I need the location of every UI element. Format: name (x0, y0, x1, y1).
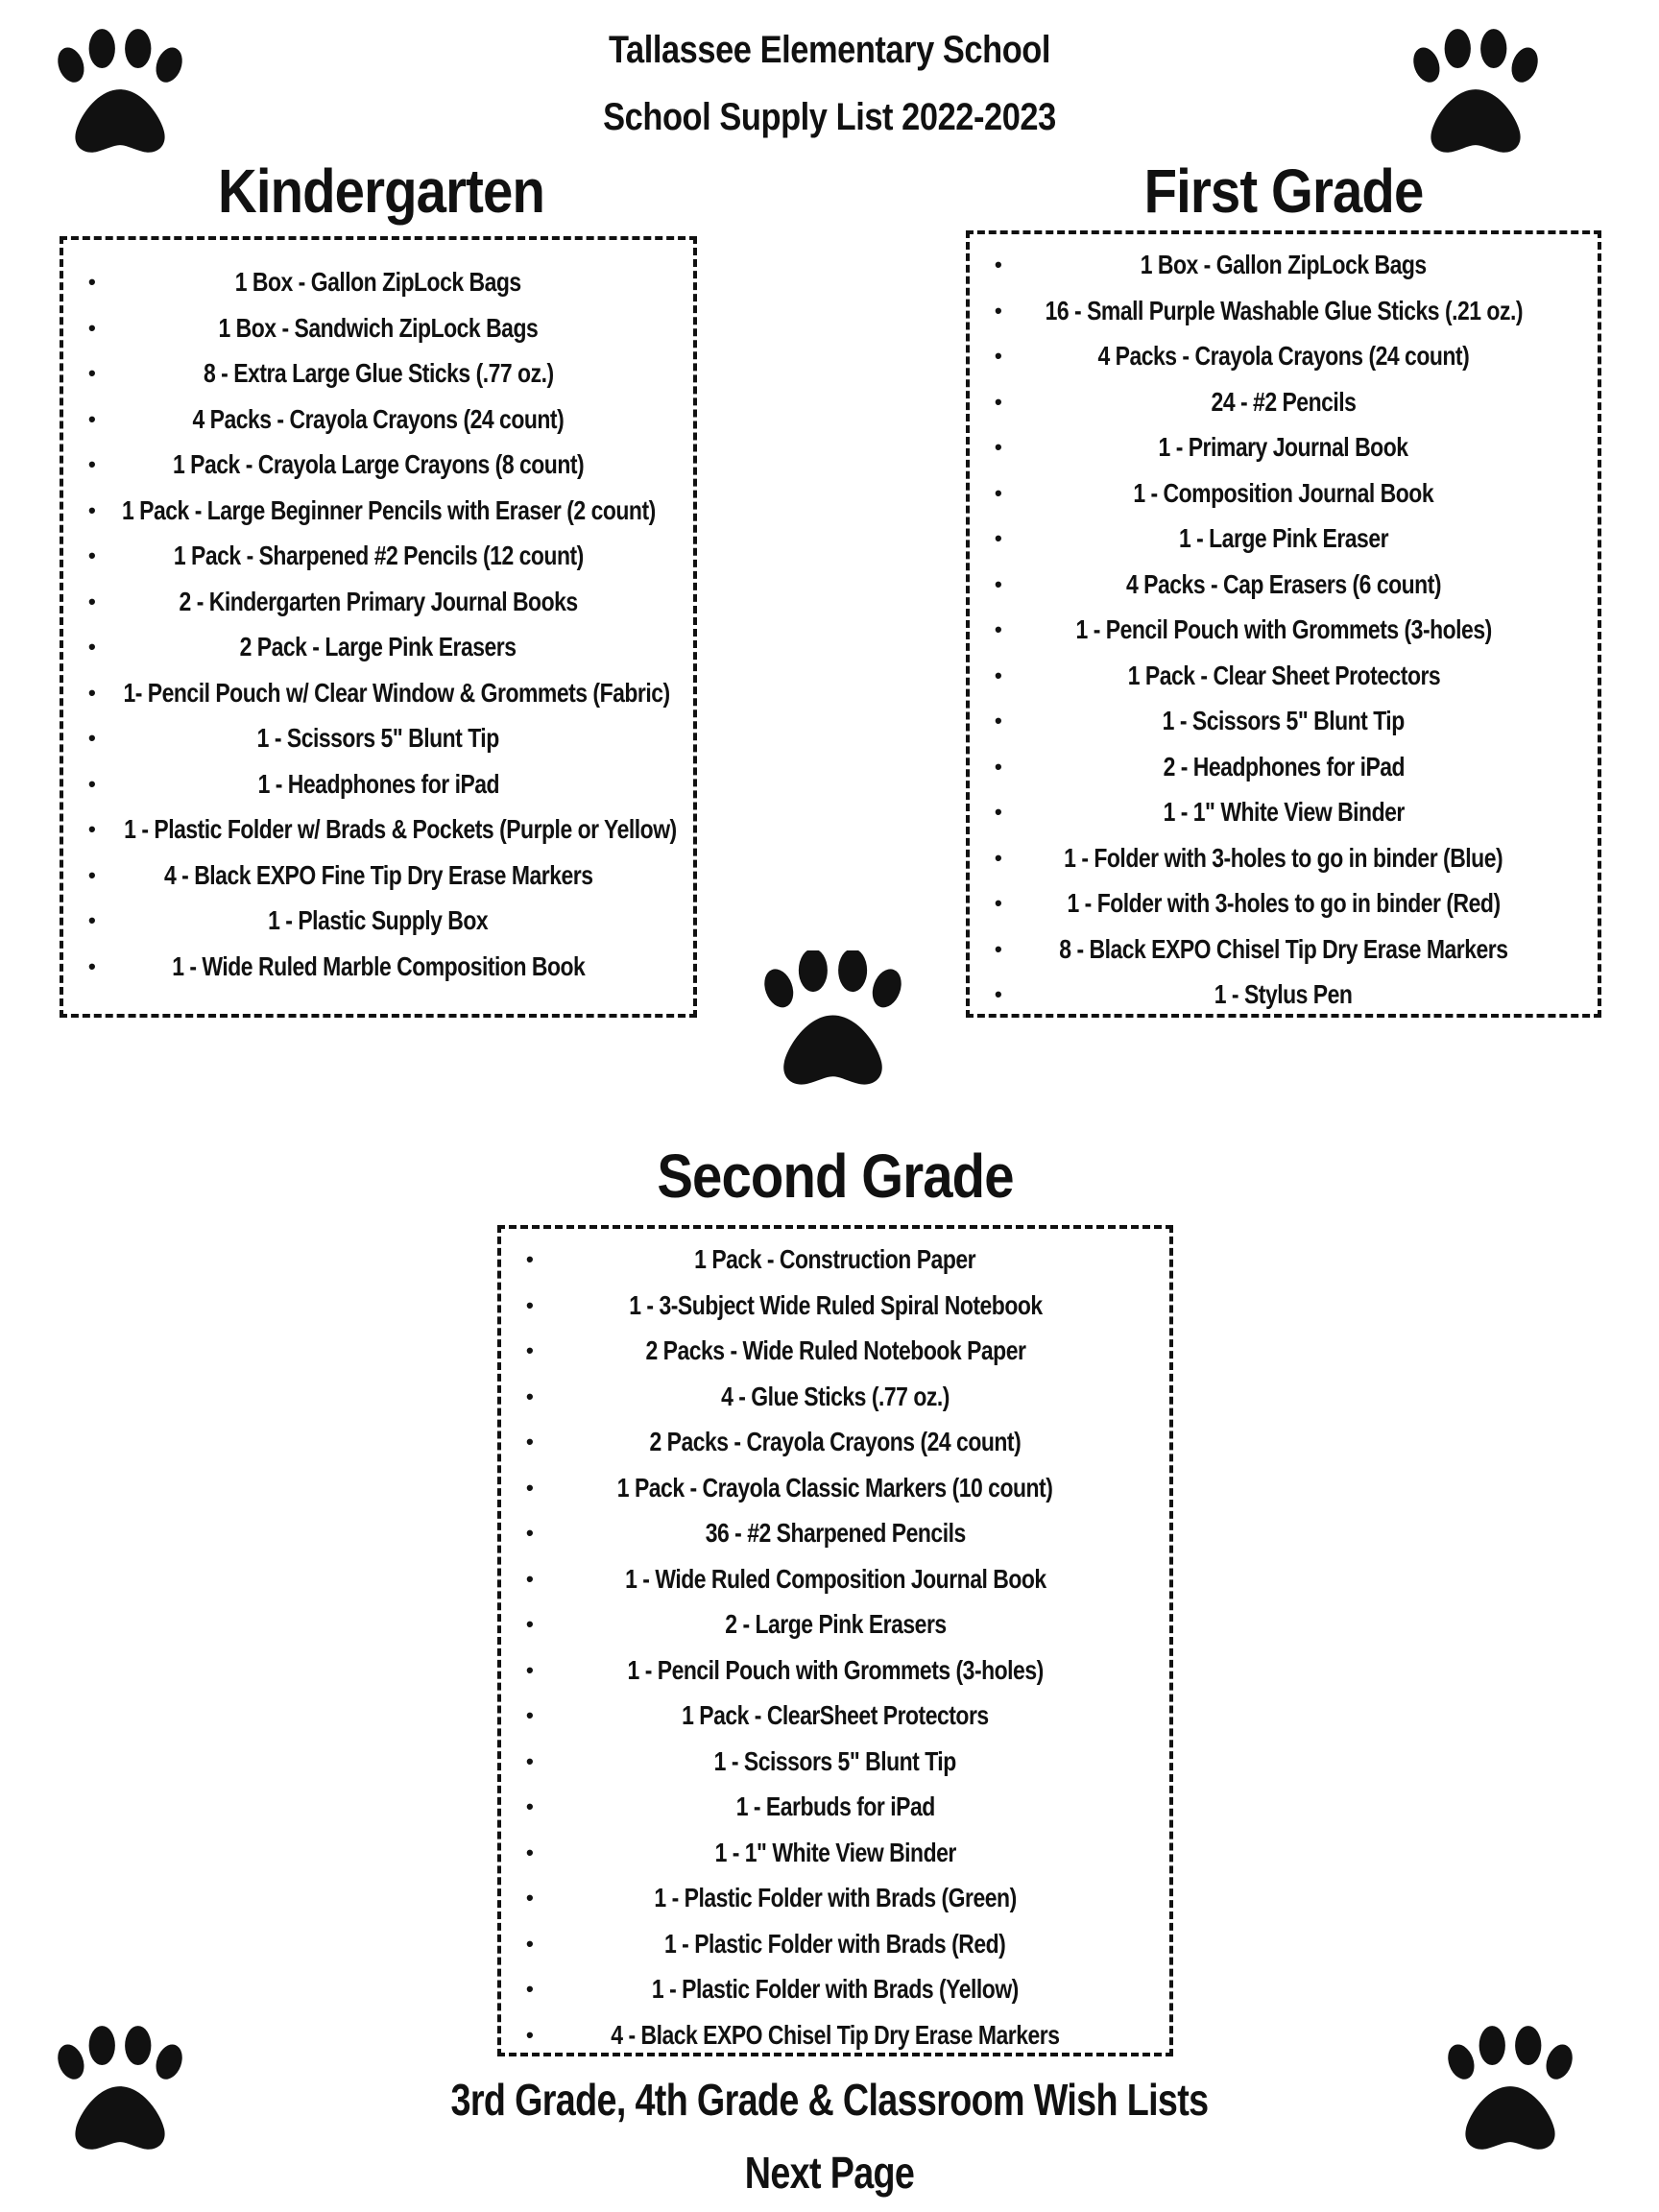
bullet-icon: • (88, 635, 96, 659)
bullet-icon: • (995, 435, 1002, 459)
list-item (970, 789, 1598, 835)
bullet-icon: • (995, 344, 1002, 368)
supply-item-text: 1 - Scissors 5" Blunt Tip (713, 1745, 957, 1776)
supply-item-text: 1 - Plastic Supply Box (268, 905, 489, 935)
bullet-icon: • (88, 680, 96, 705)
first-grade-list-box (966, 230, 1601, 1018)
list-item (501, 1374, 1169, 1420)
list-item (501, 1465, 1169, 1511)
supply-item-text: 1 - Plastic Folder w/ Brads & Pockets (Purple or Yellow) (124, 814, 677, 844)
supply-item-text: 1 - Folder with 3-holes to go in binder (Red) (1067, 888, 1501, 918)
kindergarten-title: Kindergarten (218, 156, 544, 226)
supply-item-text: 4 - Glue Sticks (.77 oz.) (721, 1381, 950, 1411)
bullet-icon: • (526, 1657, 534, 1682)
supply-item-text: 1 Box - Gallon ZipLock Bags (1140, 250, 1427, 279)
list-item (970, 242, 1598, 288)
second-grade-list (501, 1237, 1169, 2057)
list-item (501, 1647, 1169, 1694)
footer-next-page: Next Page (744, 2148, 915, 2198)
second-grade-list-box (497, 1225, 1173, 2056)
first-grade-title: First Grade (1143, 156, 1424, 226)
bullet-icon: • (88, 589, 96, 613)
supply-item-text: 2 - Kindergarten Primary Journal Books (179, 586, 578, 616)
supply-item-text: 1 - Plastic Folder with Brads (Red) (664, 1928, 1006, 1959)
supply-item-text: 8 - Extra Large Glue Sticks (.77 oz.) (203, 358, 554, 388)
supply-item-text: 4 - Black EXPO Fine Tip Dry Erase Markers (163, 859, 593, 890)
supply-item-text: 1 - Scissors 5" Blunt Tip (1162, 706, 1406, 735)
list-item (63, 806, 693, 853)
bullet-icon: • (88, 862, 96, 887)
supply-item-text: 1 - 1" White View Binder (1163, 797, 1405, 827)
supply-item-text: 1 - Pencil Pouch with Grommets (3-holes) (1075, 614, 1492, 644)
list-item (63, 259, 693, 305)
bullet-icon: • (526, 1521, 534, 1545)
bullet-icon: • (526, 1612, 534, 1636)
list-item (63, 853, 693, 899)
supply-item-text: 1 - Folder with 3-holes to go in binder (Blue) (1064, 842, 1503, 873)
list-item (970, 333, 1598, 379)
kindergarten-list-box (60, 236, 697, 1018)
supply-item-text: 24 - #2 Pencils (1211, 386, 1357, 417)
supply-item-text: 1 - Headphones for iPad (257, 768, 499, 799)
bullet-icon: • (88, 406, 96, 431)
bullet-icon: • (526, 1566, 534, 1591)
bullet-icon: • (995, 800, 1002, 824)
bullet-icon: • (995, 617, 1002, 641)
list-item (63, 761, 693, 807)
list-item (970, 424, 1598, 470)
supply-item-text: 1 Pack - ClearSheet Protectors (682, 1700, 989, 1730)
supply-item-text: 4 Packs - Crayola Crayons (24 count) (192, 403, 565, 434)
school-name: Tallassee Elementary School (608, 29, 1051, 71)
bullet-icon: • (526, 1977, 534, 2001)
list-item (970, 698, 1598, 744)
supply-item-text: 2 Packs - Crayola Crayons (24 count) (649, 1427, 1022, 1456)
list-item (970, 835, 1598, 881)
bullet-icon: • (526, 1886, 534, 1910)
list-item (63, 579, 693, 625)
bullet-icon: • (88, 315, 96, 340)
list-item (501, 1328, 1169, 1374)
list-item (63, 305, 693, 351)
bullet-icon: • (526, 2022, 534, 2047)
bullet-icon: • (88, 361, 96, 385)
list-item (970, 926, 1598, 973)
supply-item-text: 1 Box - Sandwich ZipLock Bags (218, 312, 539, 343)
list-item (970, 653, 1598, 699)
bullet-icon: • (88, 543, 96, 567)
supply-item-text: 1 - Pencil Pouch with Grommets (3-holes) (627, 1654, 1044, 1685)
supply-item-text: 1 - Plastic Folder with Brads (Green) (654, 1883, 1017, 1912)
bullet-icon: • (526, 1430, 534, 1454)
list-item (501, 1739, 1169, 1785)
bullet-icon: • (995, 662, 1002, 687)
bullet-icon: • (526, 1292, 534, 1317)
bullet-icon: • (526, 1383, 534, 1408)
bullet-icon: • (995, 571, 1002, 596)
supply-item-text: 1 - Earbuds for iPad (735, 1791, 935, 1821)
list-item (63, 533, 693, 579)
supply-item-text: 1 - Wide Ruled Marble Composition Book (171, 950, 586, 981)
bullet-icon: • (526, 1247, 534, 1271)
bullet-icon: • (995, 754, 1002, 779)
supply-item-text: 4 - Black EXPO Chisel Tip Dry Erase Markers (611, 2019, 1060, 2050)
bullet-icon: • (995, 526, 1002, 550)
supply-item-text: 1 Box - Gallon ZipLock Bags (234, 267, 521, 297)
supply-item-text: 1 - Plastic Folder with Brads (Yellow) (652, 1974, 1019, 2004)
list-item (501, 1693, 1169, 1739)
bullet-icon: • (995, 891, 1002, 915)
list-item (970, 744, 1598, 790)
supply-item-text: 1 - Large Pink Eraser (1178, 523, 1389, 553)
supply-item-text: 1 - Stylus Pen (1214, 979, 1353, 1009)
list-item (501, 1966, 1169, 2012)
list-item (63, 715, 693, 761)
bullet-icon: • (995, 252, 1002, 276)
supply-item-text: 1 - Primary Journal Book (1159, 432, 1408, 462)
bullet-icon: • (88, 817, 96, 841)
list-item (970, 880, 1598, 926)
first-grade-list (970, 242, 1598, 1018)
bullet-icon: • (88, 726, 96, 750)
list-item (970, 516, 1598, 562)
list-item (970, 470, 1598, 517)
list-item (501, 2012, 1169, 2058)
bullet-icon: • (88, 908, 96, 932)
footer-wish-lists: 3rd Grade, 4th Grade & Classroom Wish Lists (450, 2075, 1209, 2125)
list-item (63, 624, 693, 670)
supply-item-text: 2 Pack - Large Pink Erasers (240, 632, 517, 661)
supply-item-text: 2 - Large Pink Erasers (724, 1609, 947, 1639)
bullet-icon: • (995, 982, 1002, 1006)
list-item (501, 1875, 1169, 1921)
list-item (63, 944, 693, 990)
supply-item-text: 1 Pack - Large Beginner Pencils with Eraser (2 count) (121, 494, 656, 525)
second-grade-title: Second Grade (657, 1142, 1014, 1211)
supply-item-text: 16 - Small Purple Washable Glue Sticks (.21 oz.) (1045, 295, 1523, 325)
supply-item-text: 1 Pack - Crayola Large Crayons (8 count) (172, 449, 585, 479)
supply-item-text: 36 - #2 Sharpened Pencils (705, 1518, 966, 1548)
bullet-icon: • (88, 497, 96, 522)
paw-print-center-icon (754, 950, 912, 1094)
list-item (63, 397, 693, 443)
bullet-icon: • (88, 452, 96, 476)
supply-item-text: 4 Packs - Crayola Crayons (24 count) (1097, 341, 1470, 371)
bullet-icon: • (995, 389, 1002, 414)
list-item (63, 350, 693, 397)
list-item (970, 288, 1598, 334)
list-item (63, 898, 693, 944)
supply-item-text: 1 Pack - Sharpened #2 Pencils (12 count) (173, 541, 584, 570)
bullet-icon: • (526, 1338, 534, 1362)
supply-item-text: 1 - 3-Subject Wide Ruled Spiral Notebook (628, 1289, 1043, 1320)
bullet-icon: • (995, 480, 1002, 505)
supply-item-text: 1 Pack - Construction Paper (694, 1244, 976, 1274)
list-item (501, 1283, 1169, 1329)
kindergarten-list (63, 259, 693, 989)
bullet-icon: • (995, 845, 1002, 870)
supply-item-text: 8 - Black EXPO Chisel Tip Dry Erase Markers (1059, 933, 1508, 964)
bullet-icon: • (88, 771, 96, 796)
list-item (970, 972, 1598, 1018)
supply-item-text: 1 - Scissors 5" Blunt Tip (256, 723, 500, 753)
list-item (63, 442, 693, 488)
supply-item-text: 2 - Headphones for iPad (1163, 751, 1405, 781)
list-item (501, 1237, 1169, 1283)
bullet-icon: • (995, 298, 1002, 323)
bullet-icon: • (995, 709, 1002, 733)
bullet-icon: • (88, 953, 96, 978)
bullet-icon: • (526, 1794, 534, 1818)
supply-item-text: 1 - Wide Ruled Composition Journal Book (624, 1563, 1046, 1594)
supply-item-text: 1 Pack - Clear Sheet Protectors (1127, 660, 1440, 690)
list-item (970, 379, 1598, 425)
list-item (63, 488, 693, 534)
list-item (501, 1601, 1169, 1647)
bullet-icon: • (526, 1748, 534, 1773)
supply-item-text: 1 - Composition Journal Book (1133, 477, 1434, 508)
list-item (501, 1784, 1169, 1830)
list-item (970, 562, 1598, 608)
list-item (501, 1510, 1169, 1556)
bullet-icon: • (526, 1475, 534, 1500)
bullet-icon: • (88, 270, 96, 294)
bullet-icon: • (526, 1839, 534, 1864)
list-item (970, 607, 1598, 653)
supply-item-text: 4 Packs - Cap Erasers (6 count) (1125, 568, 1442, 599)
bullet-icon: • (526, 1931, 534, 1956)
supply-item-text: 2 Packs - Wide Ruled Notebook Paper (645, 1335, 1025, 1365)
list-item (501, 1556, 1169, 1602)
bullet-icon: • (526, 1703, 534, 1727)
supply-item-text: 1- Pencil Pouch w/ Clear Window & Grommets (Fabric) (123, 677, 670, 708)
supply-list-title: School Supply List 2022-2023 (603, 96, 1056, 138)
supply-item-text: 1 Pack - Crayola Classic Markers (10 count) (617, 1472, 1053, 1503)
bullet-icon: • (995, 936, 1002, 961)
list-item (501, 1921, 1169, 1967)
supply-item-text: 1 - 1" White View Binder (714, 1837, 956, 1867)
list-item (501, 1830, 1169, 1876)
list-item (63, 670, 693, 716)
list-item (501, 1419, 1169, 1465)
